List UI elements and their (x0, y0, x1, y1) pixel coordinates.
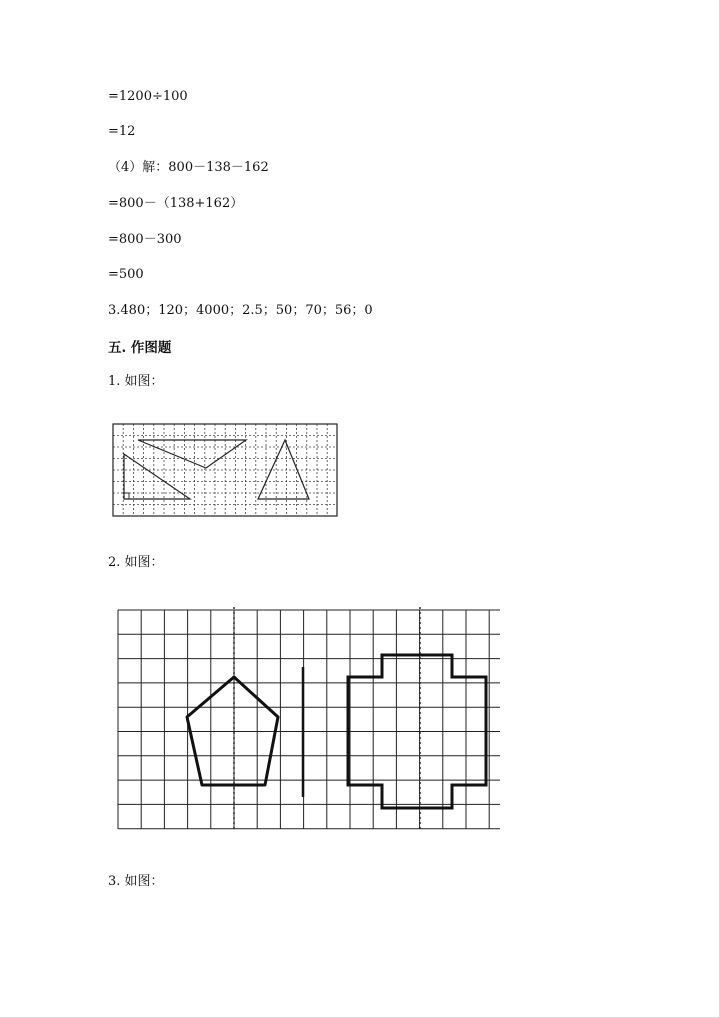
answer-line-3: （4）解：800－138－162 (108, 160, 269, 175)
section-heading: 五. 作图题 (108, 340, 172, 356)
answer-line-1: =1200÷100 (108, 89, 188, 104)
figure-3-label: 3. 如图： (108, 874, 164, 889)
answer-line-5: =800－300 (108, 232, 182, 247)
answer-line-7: 3.480；120；4000；2.5；50；70；56；0 (108, 303, 373, 318)
figure-1-label: 1. 如图： (108, 374, 164, 389)
figure-1-grid (110, 420, 342, 520)
right-angle-mark (124, 493, 129, 499)
right-triangle (124, 454, 190, 499)
answer-line-4: =800－（138+162） (108, 196, 244, 211)
answer-line-2: =12 (108, 124, 136, 139)
answer-line-6: =500 (108, 267, 144, 282)
figure-2-grid (110, 605, 506, 835)
figure-2-label: 2. 如图： (108, 555, 164, 570)
